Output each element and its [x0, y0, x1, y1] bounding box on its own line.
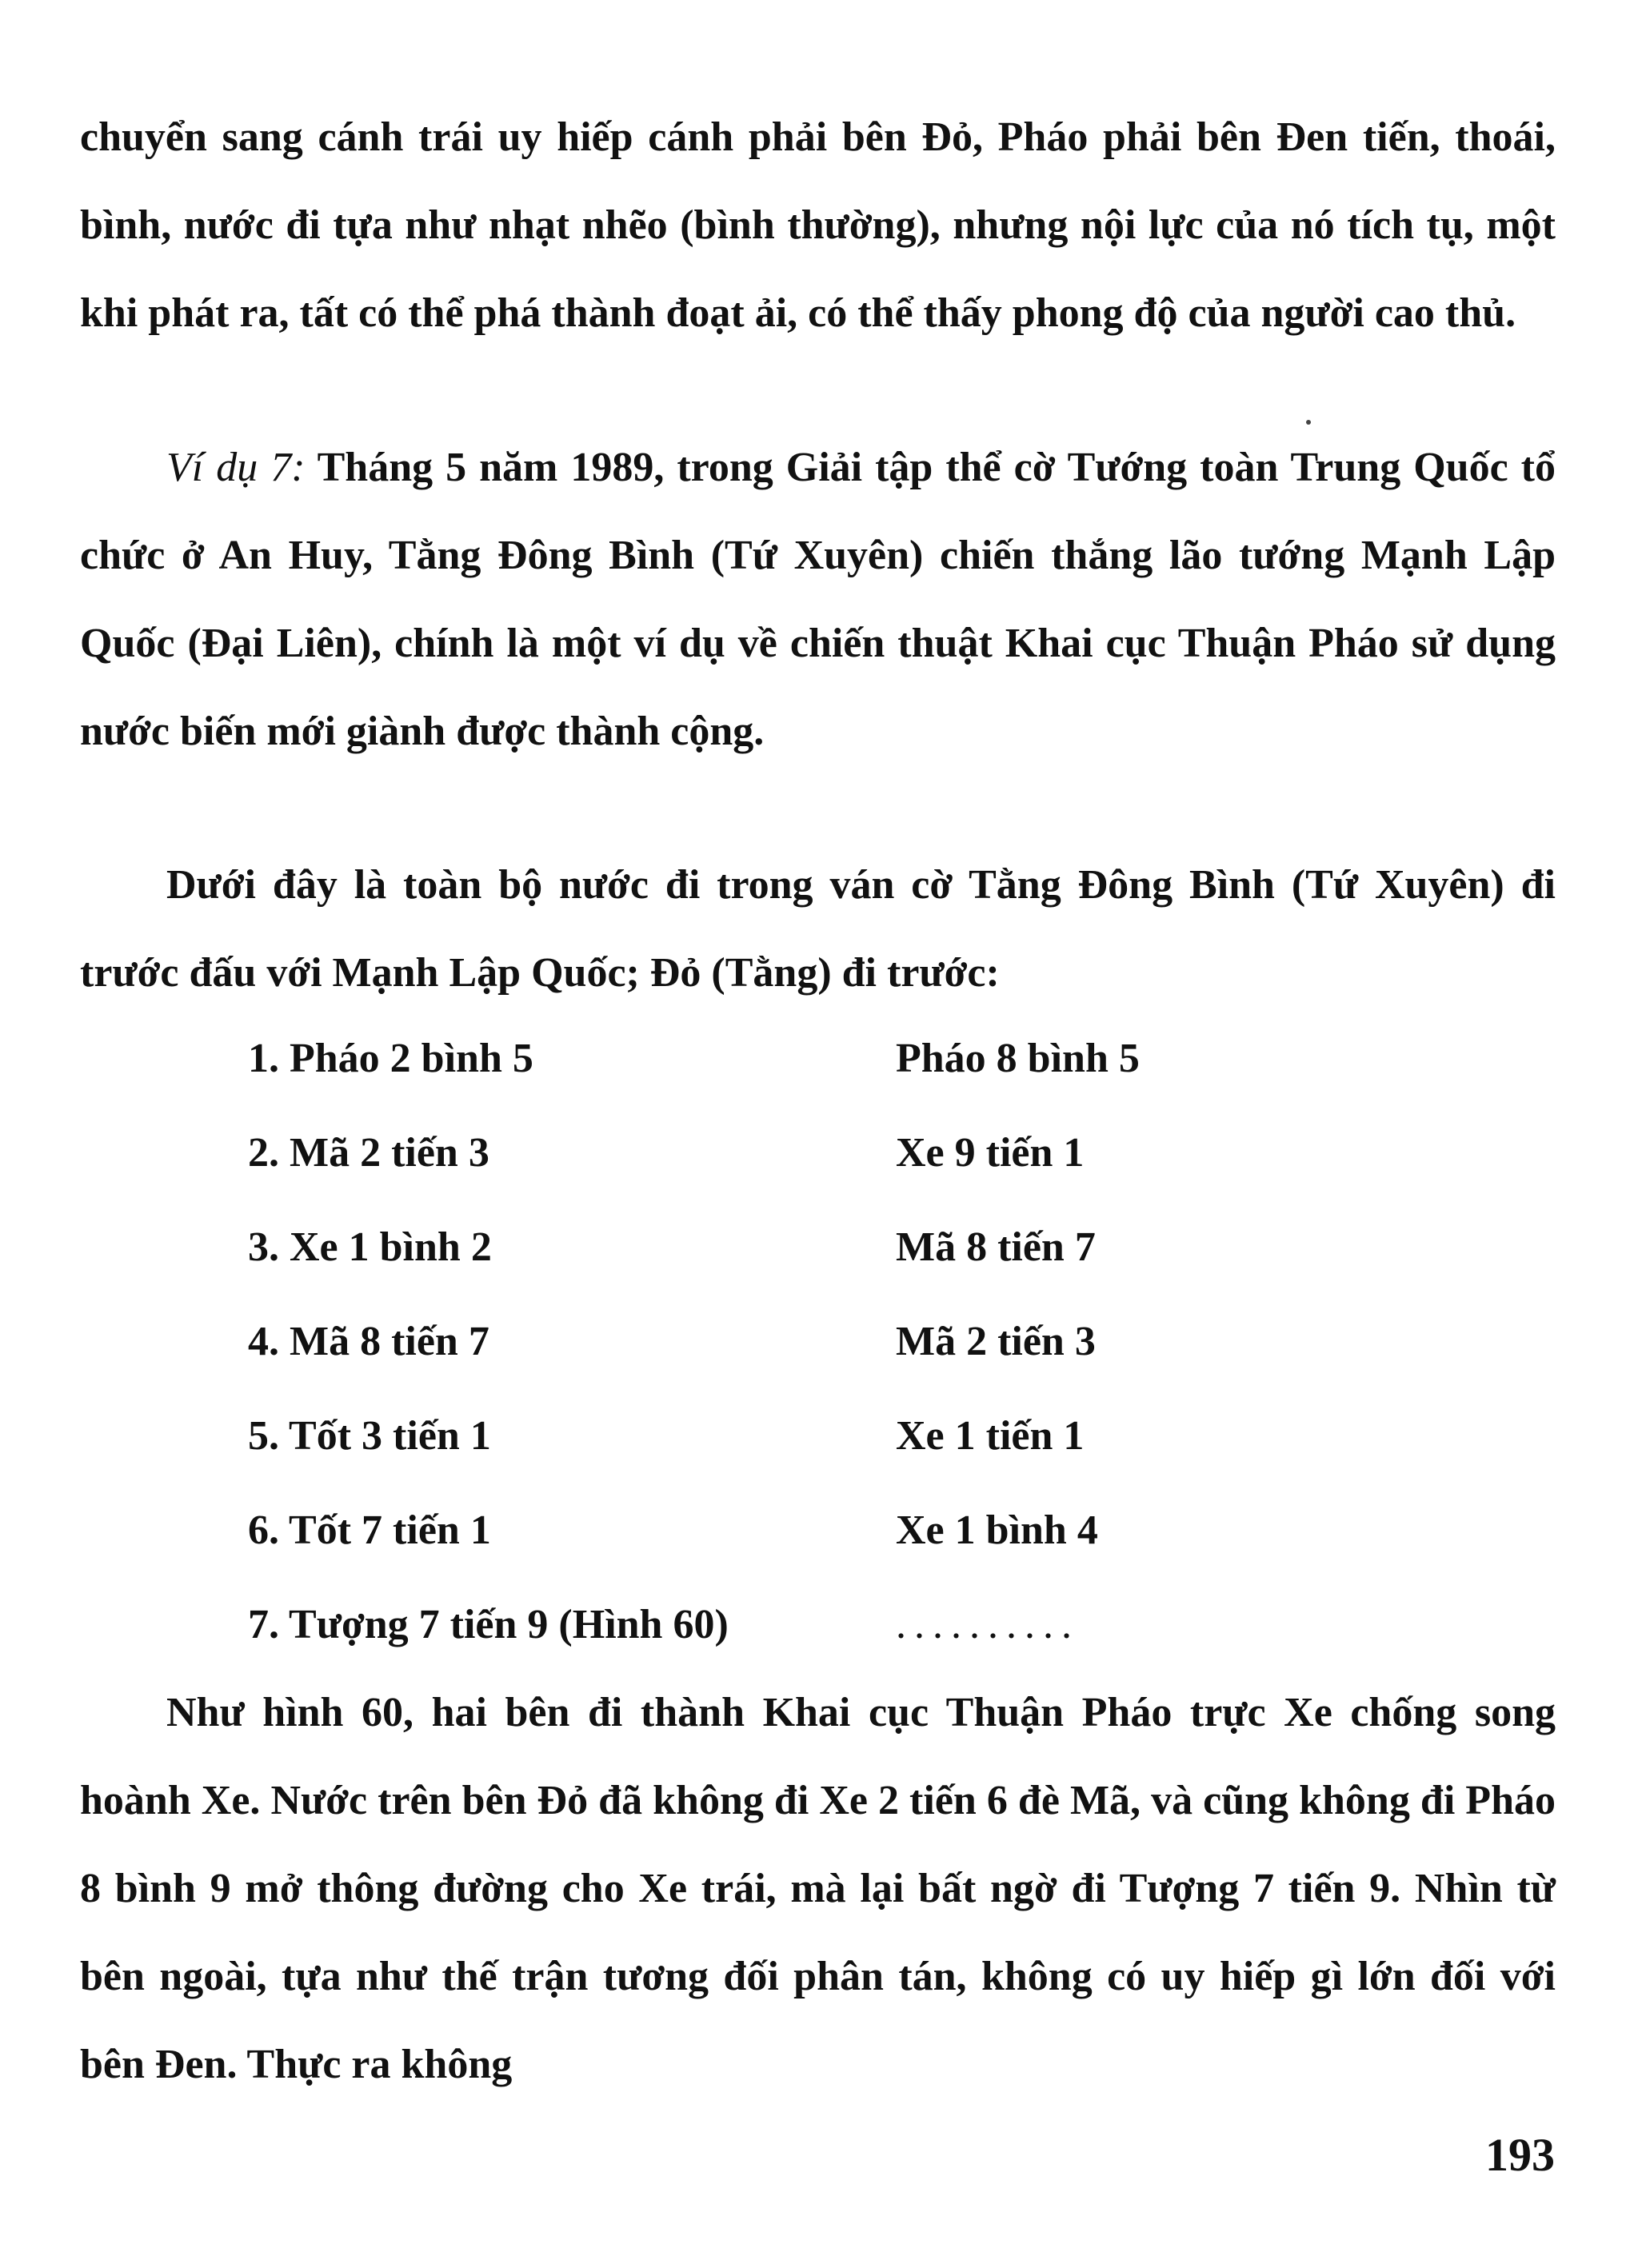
paragraph-continuation — [80, 94, 1556, 357]
move-list — [248, 1012, 1288, 1672]
move-row — [248, 1012, 1288, 1106]
red-move: 1. Pháo 2 bình 5 — [248, 1036, 533, 1081]
red-move: 6. Tốt 7 tiến 1 — [248, 1507, 491, 1553]
paragraph-text: Tháng 5 năm 1989, trong Giải tập thể cờ Tướng toàn Trung Quốc tổ chức ở An Huy, Tằng Đông Bình (Tứ Xuyên) chiến thắng lão tướng Mạnh Lập Quốc (Đại Liên), chính là một ví dụ về chiến thuật Khai cục Thuận Pháo sử dụng nước biến mới giành được thành cộng. — [80, 445, 1556, 754]
move-row — [248, 1295, 1288, 1389]
black-move: Xe 9 tiến 1 — [896, 1130, 1085, 1176]
example-label: Ví dụ 7: — [166, 445, 306, 490]
red-move: 2. Mã 2 tiến 3 — [248, 1130, 489, 1176]
black-move: Pháo 8 bình 5 — [896, 1036, 1140, 1081]
move-row — [248, 1200, 1288, 1295]
black-move: Mã 8 tiến 7 — [896, 1224, 1096, 1270]
black-move: Xe 1 tiến 1 — [896, 1413, 1085, 1459]
red-move: 5. Tốt 3 tiến 1 — [248, 1413, 491, 1459]
paragraph-text: Dưới đây là toàn bộ nước đi trong ván cờ Tằng Đông Bình (Tứ Xuyên) đi trước đấu với Mạnh Lập Quốc; Đỏ (Tằng) đi trước: — [80, 862, 1556, 996]
move-row — [248, 1483, 1288, 1578]
move-row — [248, 1578, 1288, 1672]
move-row — [248, 1389, 1288, 1483]
move-row — [248, 1106, 1288, 1200]
paragraph-analysis — [80, 1669, 1556, 2109]
page-number: 193 — [1485, 2129, 1555, 2181]
black-move: Mã 2 tiến 3 — [896, 1319, 1096, 1364]
red-move: 4. Mã 8 tiến 7 — [248, 1319, 489, 1364]
black-move: Xe 1 bình 4 — [896, 1507, 1098, 1553]
black-move-ellipsis: .......... — [896, 1602, 1080, 1647]
red-move: 7. Tượng 7 tiến 9 (Hình 60) — [248, 1602, 729, 1647]
paragraph-text: chuyển sang cánh trái uy hiếp cánh phải bên Đỏ, Pháo phải bên Đen tiến, thoái, bình, nước đi tựa như nhạt nhẽo (bình thường), nhưng nội lực của nó tích tụ, một khi phát ra, tất có thể phá thành đoạt ải, có thể thấy phong độ của người cao thủ. — [80, 114, 1556, 336]
paragraph-moves-intro — [80, 841, 1556, 1017]
red-move: 3. Xe 1 bình 2 — [248, 1224, 492, 1270]
paragraph-text: Như hình 60, hai bên đi thành Khai cục Thuận Pháo trực Xe chống song hoành Xe. Nước trên bên Đỏ đã không đi Xe 2 tiến 6 đè Mã, và cũng không đi Pháo 8 bình 9 mở thông đường cho Xe trái, mà lại bất ngờ đi Tượng 7 tiến 9. Nhìn từ bên ngoài, tựa như thế trận tương đối phân tán, không có uy hiếp gì lớn đối với bên Đen. Thực ra không — [80, 1690, 1556, 2087]
paragraph-example-7 — [80, 424, 1556, 776]
